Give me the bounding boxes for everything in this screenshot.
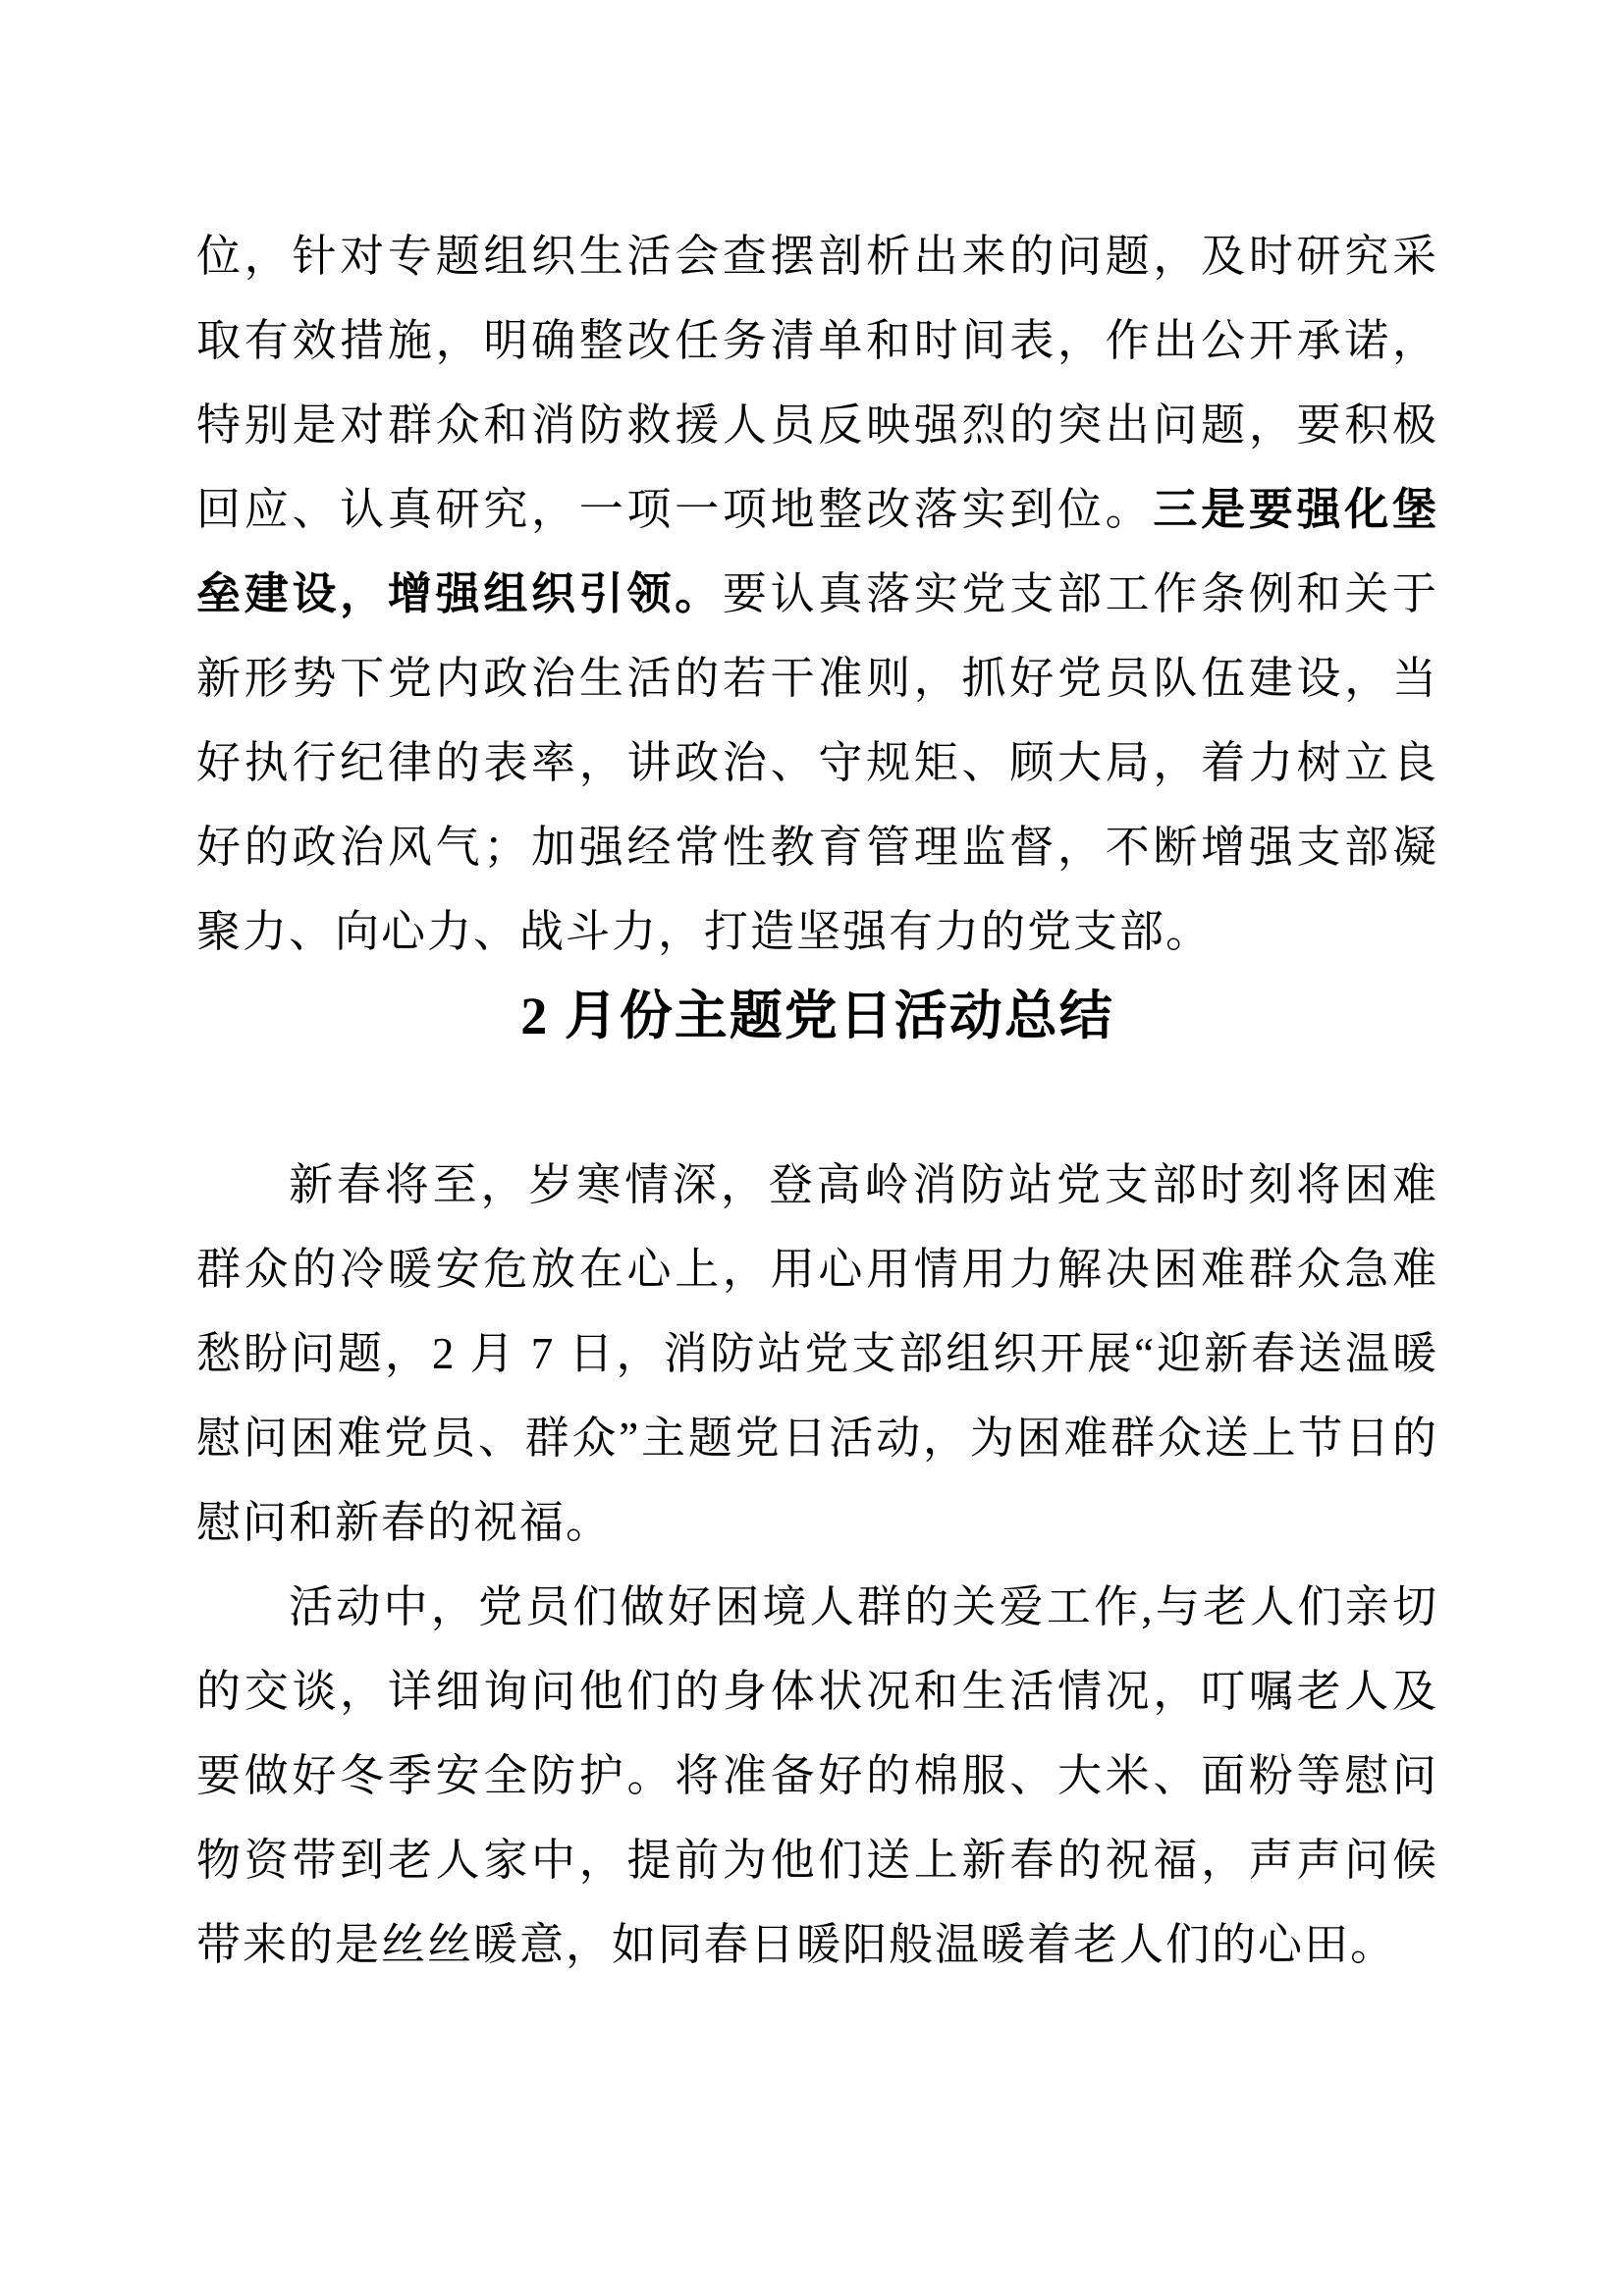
paragraph-continuation: [196, 214, 1438, 974]
paragraph-activity-details: 活动中，党员们做好困境人群的关爱工作,与老人们亲切的交谈，详细询问他们的身体状况和生活情况，叮嘱老人及要做好冬季安全防护。将准备好的棉服、大米、面粉等慰问物资带到老人家中，提前为他们送上新春的祝福，声声问候带来的是丝丝暖意，如同春日暖阳般温暖着老人们的心田。: [196, 1582, 1438, 1969]
document-title: 2 月份主题党日活动总结: [520, 987, 1114, 1045]
document-content: [196, 214, 1438, 1987]
paragraph-text-after-bold: 要认真落实党支部工作条例和关于新形势下党内政治生活的若干准则，抓好党员队伍建设，当好执行纪律的表率，讲政治、守规矩、顾大局，着力树立良好的政治风气；加强经常性教育管理监督，不断增强支部凝聚力、向心力、战斗力，打造坚强有力的党支部。: [196, 569, 1438, 956]
paragraph-activity-intro: 新春将至，岁寒情深，登高岭消防站党支部时刻将困难群众的冷暖安危放在心上，用心用情用力解决困难群众急难愁盼问题，2 月 7 日，消防站党支部组织开展“迎新春送温暖慰问困难党员、群众”主题党日活动，为困难群众送上节日的慰问和新春的祝福。: [196, 1160, 1438, 1547]
paragraph-text-before-bold: 位，针对专题组织生活会查摆剖析出来的问题，及时研究采取有效措施，明确整改任务清单和时间表，作出公开承诺，特别是对群众和消防救援人员反映强烈的突出问题，要积极回应、认真研究，一项一项地整改落实到位。: [196, 232, 1438, 534]
paragraph-bold-emphasis: 三是要强化堡垒建设，增强组织引领。: [196, 485, 1438, 618]
